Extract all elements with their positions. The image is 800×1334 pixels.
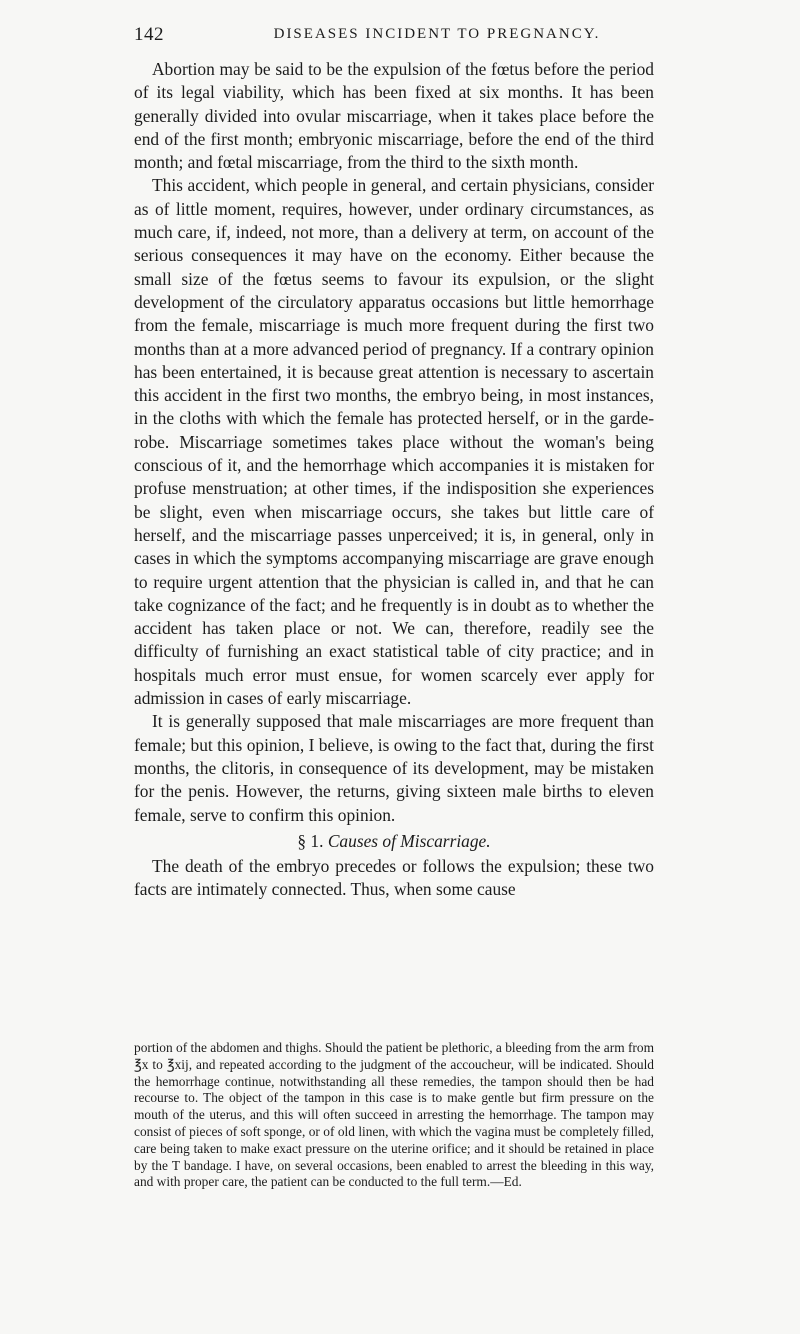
section-title: Causes of Miscarriage. [327, 830, 491, 851]
section-heading [134, 830, 654, 853]
footnote-text: portion of the abdomen and thighs. Should the patient be plethoric, a bleeding from the arm from ℥x to ℥xij, and repeated according to the judgment of the accoucheur, will be indicated. Should the hemorrhage continue, notwithstanding all these remedies, the tampon should then be had recourse to. The object of the tampon in this case is to make gentle but firm pressure on the mouth of the uterus, and this will often succeed in arresting the hemorrhage. The tampon may consist of pieces of soft sponge, or of old linen, with which the vagina must be completely filled, care being taken to make exact pressure on the uterine orifice; and it should be retained in place by the T bandage. I have, on several occasions, been enabled to arrest the bleeding in this way, and with proper care, the patient can be conducted to the full term.—Ed. [134, 1040, 654, 1190]
footnote [134, 1040, 654, 1191]
paragraph-definition: Abortion may be said to be the expulsion of the fœtus before the period of its legal viability, which has been fixed at six months. It has been generally divided into ovular miscarriage, when it takes place before the end of the first month; embryonic miscarriage, before the end of the third month; and fœtal miscarriage, from the third to the sixth month. [134, 59, 654, 173]
paragraph-sex-ratio: It is generally supposed that male miscarriages are more frequent than female; but this opinion, I believe, is owing to the fact that, during the first months, the clitoris, in consequence of its development, may be mistaken for the penis. However, the returns, giving sixteen male births to eleven female, serve to confirm this opinion. [134, 711, 654, 825]
running-head: DISEASES INCIDENT TO PREGNANCY. [273, 26, 601, 42]
paragraph-frequency: This accident, which people in general, and certain physicians, consider as of little moment, requires, however, under ordinary circumstances, as much care, if, indeed, not more, than a delivery at term, on account of the serious consequences it may have on the economy. Either because the small size of the fœtus seems to favour its expulsion, or the slight development of the circulatory apparatus occasions but little hemorrhage from the female, miscarriage is much more frequent during the first two months than at a more advanced period of pregnancy. If a contrary opinion has been entertained, it is because great attention is necessary to ascertain this accident in the first two months, the embryo being, in most instances, in the cloths with which the female has protected herself, or in the garde-robe. Miscarriage sometimes takes place without the woman's being conscious of it, and the hemorrhage which accompanies it is mistaken for profuse menstruation; at other times, if the indisposition she experiences be slight, even when miscarriage occurs, she takes but little care of herself, and the miscarriage passes unperceived; it is, in general, only in cases in which the symptoms accompanying miscarriage are grave enough to require urgent attention that the physician is called in, and that he can take cognizance of the fact; and he frequently is in doubt as to whether the accident has taken place or not. We can, therefore, readily see the difficulty of furnishing an exact statistical table of city practice; and in hospitals much error must ensue, for women scarcely ever apply for admission in cases of early miscarriage. [134, 175, 654, 709]
page-header [134, 24, 654, 54]
section-label: § 1. [297, 830, 324, 851]
body-text [134, 58, 654, 902]
page-number: 142 [134, 24, 164, 45]
paragraph-causes: The death of the embryo precedes or follows the expulsion; these two facts are intimately connected. Thus, when some cause [134, 856, 654, 900]
